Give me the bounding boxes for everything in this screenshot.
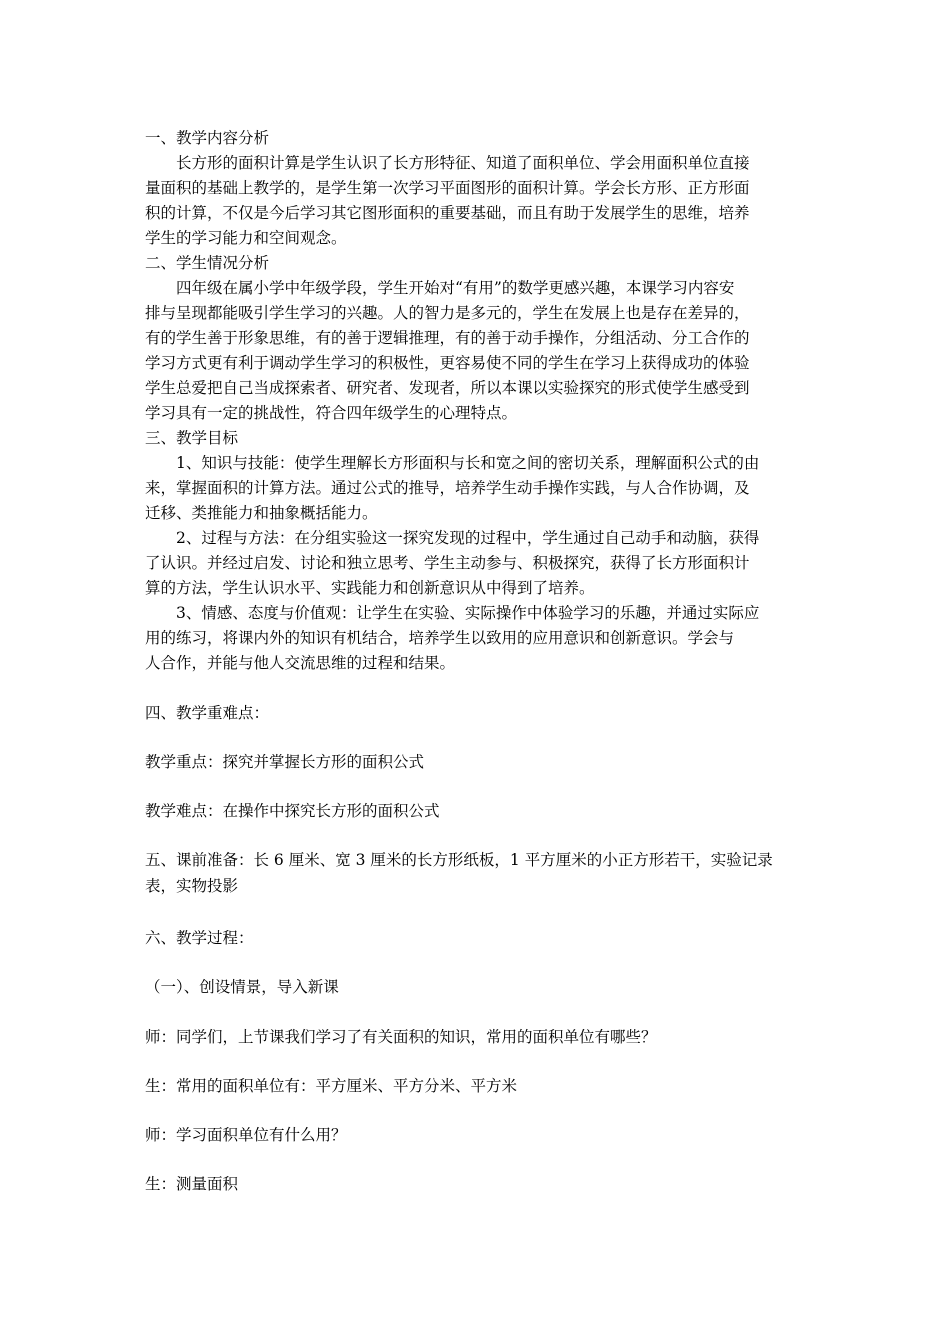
- paragraph-line: 人合作，并能与他人交流思维的过程和结果。: [145, 654, 456, 672]
- paragraph-line: 3、情感、态度与价值观：让学生在实验、实际操作中体验学习的乐趣，并通过实际应: [176, 604, 760, 622]
- section-heading: 一、教学内容分析: [145, 129, 270, 147]
- section-heading: 三、教学目标: [145, 429, 239, 447]
- dialogue-line: 生：测量面积: [145, 1175, 239, 1193]
- paragraph-line: 来，掌握面积的计算方法。通过公式的推导，培养学生动手操作实践，与人合作协调，及: [145, 479, 750, 497]
- key-point-line: 教学重点：探究并掌握长方形的面积公式: [145, 753, 425, 771]
- paragraph-line: 算的方法，学生认识水平、实践能力和创新意识从中得到了培养。: [145, 579, 595, 597]
- paragraph-line: 有的学生善于形象思维，有的善于逻辑推理，有的善于动手操作，分组活动、分工合作的: [145, 329, 750, 347]
- paragraph-line: 学习方式更有利于调动学生学习的积极性，更容易使不同的学生在学习上获得成功的体验: [145, 354, 750, 372]
- paragraph-line: 1、知识与技能：使学生理解长方形面积与长和宽之间的密切关系，理解面积公式的由: [176, 454, 760, 472]
- difficulty-line: 教学难点：在操作中探究长方形的面积公式: [145, 802, 440, 820]
- subsection-heading: （一）、创设情景，导入新课: [145, 978, 339, 996]
- section-heading: 四、教学重难点：: [145, 704, 270, 722]
- paragraph-line: 学生总爱把自己当成探索者、研究者、发现者，所以本课以实验探究的形式使学生感受到: [145, 379, 750, 397]
- dialogue-line: 师：学习面积单位有什么用？: [145, 1126, 347, 1144]
- paragraph-line: 排与呈现都能吸引学生学习的兴趣。人的智力是多元的，学生在发展上也是存在差异的，: [145, 304, 750, 322]
- paragraph-line: 积的计算，不仅是今后学习其它图形面积的重要基础，而且有助于发展学生的思维，培养: [145, 204, 750, 222]
- paragraph-line: 了认识。并经过启发、讨论和独立思考、学生主动参与、积极探究，获得了长方形面积计: [145, 554, 750, 572]
- section-heading: 二、学生情况分析: [145, 254, 270, 272]
- paragraph-line: 四年级在属小学中年级学段，学生开始对“有用”的数学更感兴趣，本课学习内容安: [176, 279, 735, 297]
- paragraph-line: 学生的学习能力和空间观念。: [145, 229, 347, 247]
- preparation-line: 五、课前准备：长 6 厘米、宽 3 厘米的长方形纸板，1 平方厘米的小正方形若干，实验记录: [145, 851, 773, 869]
- paragraph-line: 长方形的面积计算是学生认识了长方形特征、知道了面积单位、学会用面积单位直接: [176, 154, 750, 172]
- paragraph-line: 迁移、类推能力和抽象概括能力。: [145, 504, 378, 522]
- paragraph-line: 用的练习，将课内外的知识有机结合，培养学生以致用的应用意识和创新意识。学会与: [145, 629, 735, 647]
- paragraph-line: 2、过程与方法：在分组实验这一探究发现的过程中，学生通过自己动手和动脑，获得: [176, 529, 760, 547]
- paragraph-line: 量面积的基础上教学的，是学生第一次学习平面图形的面积计算。学会长方形、正方形面: [145, 179, 750, 197]
- paragraph-line: 学习具有一定的挑战性，符合四年级学生的心理特点。: [145, 404, 518, 422]
- section-heading: 六、教学过程：: [145, 929, 254, 947]
- dialogue-line: 生：常用的面积单位有：平方厘米、平方分米、平方米: [145, 1077, 518, 1095]
- preparation-line: 表，实物投影: [145, 877, 239, 895]
- dialogue-line: 师：同学们，上节课我们学习了有关面积的知识，常用的面积单位有哪些？: [145, 1028, 657, 1046]
